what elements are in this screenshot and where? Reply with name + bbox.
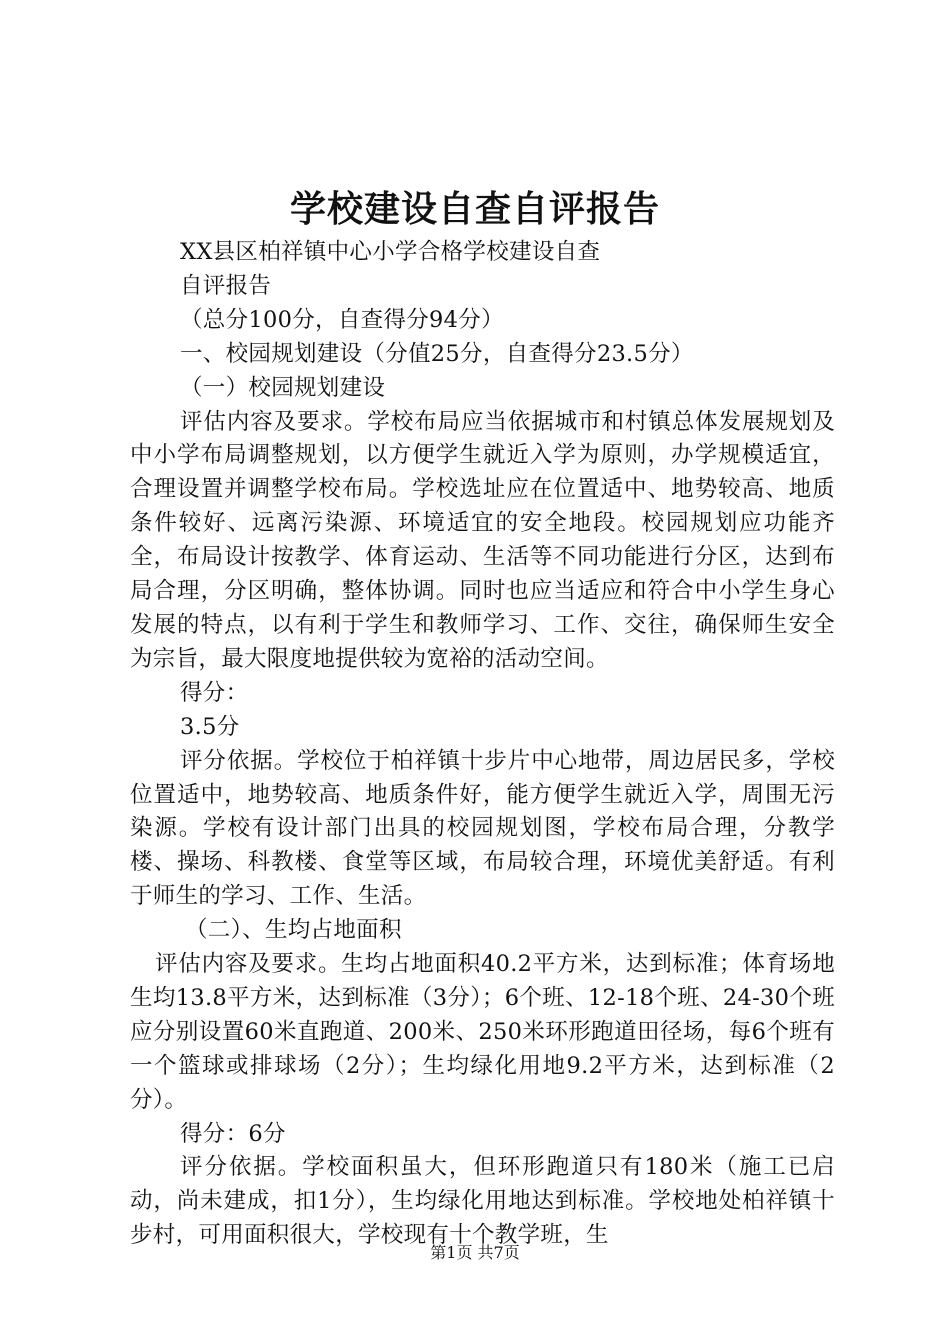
document-title: 学校建设自查自评报告	[289, 188, 660, 230]
evaluation-requirements-2: 评估内容及要求。生均占地面积40.2平方米，达到标准；体育场地生均13.8平方米，达到标准（3分）；6个班、12-18个班、24-30个班应分别设置60米直跑道、200米、250米环形跑道田径场，每6个班有一个篮球或排球场（2分）；生均绿化用地9.2平方米，达到标准（2分）。	[130, 951, 835, 1113]
subsection-heading-2: （二）、生均占地面积	[185, 917, 402, 944]
score-label-1: 得分：	[180, 679, 249, 706]
document-body	[130, 236, 835, 1253]
subsection-heading-1: （一）校园规划建设	[180, 374, 386, 401]
page-footer: 第1页 共7页	[430, 1243, 520, 1262]
score-line-2: 得分：6分	[180, 1120, 286, 1147]
evaluation-requirements-1: 评估内容及要求。学校布局应当依据城市和村镇总体发展规划及中小学布局调整规划，以方便学生就近入学为原则，办学规模适宜，合理设置并调整学校布局。学校选址应在位置适中、地势较高、地质条件较好、远离污染源、环境适宜的安全地段。校园规划应功能齐全，布局设计按教学、体育运动、生活等不同功能进行分区，达到布局合理，分区明确，整体协调。同时也应当适应和符合中小学生身心发展的特点，以有利于学生和教师学习、工作、交往，确保师生安全为宗旨，最大限度地提供较为宽裕的活动空间。	[130, 408, 835, 672]
total-score-line: （总分100分，自查得分94分）	[180, 306, 504, 333]
score-value-1: 3.5分	[180, 713, 240, 740]
subtitle-line-1: XX县区柏祥镇中心小学合格学校建设自查	[180, 239, 601, 265]
section-heading-1: 一、校园规划建设（分值25分，自查得分23.5分）	[180, 340, 694, 367]
scoring-basis-2: 评分依据。学校面积虽大，但环形跑道只有180米（施工已启动，尚未建成，扣1分），生均绿化用地达到标准。学校地处柏祥镇十步村，可用面积很大，学校现有十个教学班，生	[130, 1154, 835, 1249]
scoring-basis-1: 评分依据。学校位于柏祥镇十步片中心地带，周边居民多，学校位置适中，地势较高、地质条件好，能方便学生就近入学，周围无污染源。学校有设计部门出具的校园规划图，学校布局合理，分教学楼、操场、科教楼、食堂等区域，布局较合理，环境优美舒适。有利于师生的学习、工作、生活。	[130, 747, 835, 910]
subtitle-line-2: 自评报告	[180, 272, 272, 299]
